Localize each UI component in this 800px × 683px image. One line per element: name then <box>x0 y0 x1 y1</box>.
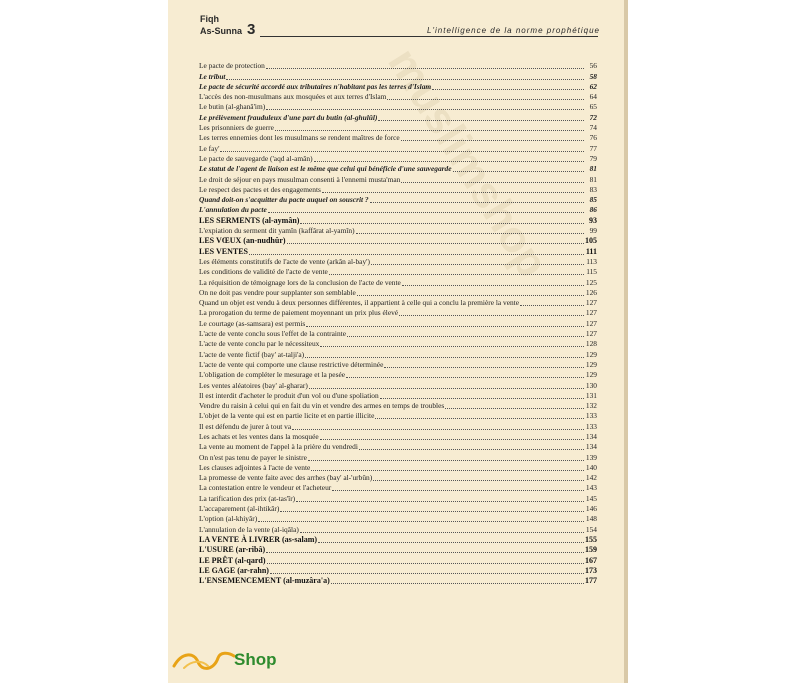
watermark: muslimshop <box>378 40 558 286</box>
toc-entry-page: 105 <box>585 236 597 246</box>
dot-leader <box>306 325 584 327</box>
dot-leader <box>226 78 584 80</box>
toc-entry-page: 74 <box>589 123 597 133</box>
toc-entry-page: 159 <box>585 545 597 555</box>
toc-entry <box>199 164 597 174</box>
toc-entry-title: La réquisition de témoignage lors de la conclusion de l'acte de vente <box>199 277 401 287</box>
toc-entry-title: LE GAGE (ar-rahn) <box>199 565 269 575</box>
volume-number: 3 <box>247 21 256 38</box>
toc-entry-page: 148 <box>585 514 597 524</box>
toc-entry-title: Le courtage (as-samsara) est permis <box>199 318 306 328</box>
toc-entry-title: Le statut de l'agent de liaison est le même que celui qui bénéficie d'une sauvegarde <box>199 164 452 174</box>
dot-leader <box>387 98 584 100</box>
toc-entry-page: 81 <box>589 164 597 174</box>
toc-entry-page: 58 <box>589 71 597 81</box>
toc-entry <box>199 504 597 514</box>
toc-entry-page: 131 <box>585 390 597 400</box>
toc-entry <box>199 370 597 380</box>
toc-entry-page: 128 <box>585 339 597 349</box>
toc-entry-page: 85 <box>589 195 597 205</box>
toc-entry-title: Quand un objet est vendu à deux personnes différentes, il appartient à celle qui a conclu la première la vente <box>199 298 520 308</box>
toc-entry-page: 126 <box>585 287 597 297</box>
toc-entry <box>199 391 597 401</box>
dot-leader <box>332 489 584 491</box>
toc-entry <box>199 514 597 524</box>
dot-leader <box>445 407 584 409</box>
toc-entry <box>199 205 597 215</box>
toc-entry-title: LES SERMENTS (al-aymân) <box>199 215 300 225</box>
toc-entry-page: 129 <box>585 349 597 359</box>
toc-entry-page: 139 <box>585 452 597 462</box>
page-edge-shadow <box>624 0 628 683</box>
toc-entry-page: 167 <box>585 555 597 565</box>
dot-leader <box>399 314 584 316</box>
dot-leader <box>287 242 584 244</box>
toc-entry-page: 83 <box>589 184 597 194</box>
dot-leader <box>258 520 584 522</box>
toc-entry-page: 129 <box>585 370 597 380</box>
toc-entry-title: Le fay' <box>199 143 220 153</box>
toc-entry-page: 173 <box>585 565 597 575</box>
dot-leader <box>320 438 584 440</box>
toc-entry-title: Les éléments constitutifs de l'acte de vente (arkân al-bay') <box>199 256 370 266</box>
toc-entry-title: La promesse de vente faite avec des arrhes (bay' al-'urbûn) <box>199 473 373 483</box>
toc-entry-page: 72 <box>589 112 597 122</box>
dot-leader <box>300 222 584 224</box>
dot-leader <box>309 387 584 389</box>
toc-entry-page: 64 <box>589 92 597 102</box>
toc-entry <box>199 246 597 256</box>
toc-entry <box>199 473 597 483</box>
toc-entry-title: Les terres ennemies dont les musulmans se rendent maîtres de force <box>199 133 400 143</box>
dot-leader <box>308 459 584 461</box>
toc-entry <box>199 411 597 421</box>
book-title: L'intelligence de la norme prophétique <box>427 26 600 35</box>
dot-leader <box>300 531 584 533</box>
toc-entry-page: 132 <box>585 401 597 411</box>
toc-entry <box>199 452 597 462</box>
toc-entry-page: 79 <box>589 153 597 163</box>
toc-entry-title: LA VENTE À LIVRER (as-salam) <box>199 534 318 544</box>
toc-entry-page: 146 <box>585 504 597 514</box>
dot-leader <box>314 160 584 162</box>
toc-entry <box>199 143 597 153</box>
toc-entry-title: La vente au moment de l'appel à la prière du vendredi <box>199 442 358 452</box>
dot-leader <box>266 108 584 110</box>
toc-entry-page: 111 <box>585 246 597 256</box>
toc-entry-title: L'USURE (ar-ribâ) <box>199 545 266 555</box>
dot-leader <box>375 417 584 419</box>
toc-entry <box>199 545 597 555</box>
toc-entry-page: 81 <box>589 174 597 184</box>
toc-entry-title: L'acte de vente qui comporte une clause restrictive déterminée <box>199 359 384 369</box>
dot-leader <box>267 562 584 564</box>
dot-leader <box>318 541 584 543</box>
series-label: Fiqh <box>200 14 219 24</box>
toc-entry <box>199 535 597 545</box>
toc-entry-page: 56 <box>589 61 597 71</box>
shop-logo[interactable] <box>172 644 292 676</box>
toc-entry-page: 129 <box>585 359 597 369</box>
toc-entry-page: 127 <box>585 308 597 318</box>
toc-entry-title: L'annulation de la vente (al-iqâla) <box>199 524 299 534</box>
toc-entry-page: 125 <box>585 277 597 287</box>
toc-entry-page: 99 <box>589 226 597 236</box>
toc-entry-title: On ne doit pas vendre pour supplanter son semblable <box>199 287 356 297</box>
toc-entry <box>199 288 597 298</box>
toc-entry-title: Le butin (al-ghanâ'im) <box>199 102 266 112</box>
toc-entry <box>199 236 597 246</box>
toc-entry-page: 86 <box>589 205 597 215</box>
toc-entry-title: Les clauses adjointes à l'acte de vente <box>199 462 311 472</box>
toc-entry-title: L'acte de vente conclu sous l'effet de la contrainte <box>199 329 346 339</box>
toc-entry-title: La tarification des prix (at-tas'îr) <box>199 493 296 503</box>
toc-entry <box>199 566 597 576</box>
toc-entry-page: 77 <box>589 143 597 153</box>
toc-entry <box>199 308 597 318</box>
swirl-logo-icon <box>172 648 236 674</box>
toc-entry-title: L'expiation du serment dit yamîn (kaffârat al-yamîn) <box>199 226 355 236</box>
toc-entry-page: 155 <box>585 534 597 544</box>
toc-entry-page: 113 <box>586 256 597 266</box>
toc-entry-title: L'annulation du pacte <box>199 205 267 215</box>
toc-entry-page: 140 <box>585 462 597 472</box>
toc-entry <box>199 112 597 122</box>
dot-leader <box>296 500 584 502</box>
toc-entry-page: 62 <box>589 81 597 91</box>
toc-entry <box>199 349 597 359</box>
toc-entry-title: Les achats et les ventes dans la mosquée <box>199 431 319 441</box>
toc-entry-title: Quand doit-on s'acquitter du pacte auquel on souscrit ? <box>199 195 369 205</box>
logo-text: Shop <box>234 650 277 669</box>
toc-entry-page: 145 <box>585 493 597 503</box>
toc-entry <box>199 123 597 133</box>
toc-entry <box>199 267 597 277</box>
toc-entry <box>199 92 597 102</box>
toc-entry <box>199 257 597 267</box>
dot-leader <box>371 263 584 265</box>
toc-entry-title: Vendre du raisin à celui qui en fait du vin et vendre des armes en temps de troubles <box>199 401 445 411</box>
toc-entry-title: LES VENTES <box>199 246 248 256</box>
toc-entry-title: L'acte de vente conclu par le nécessiteux <box>199 339 320 349</box>
toc-entry-title: L'accès des non-musulmans aux mosquées et aux terres d'Islam <box>199 92 387 102</box>
toc-entry <box>199 421 597 431</box>
dot-leader <box>266 67 584 69</box>
dot-leader <box>520 304 584 306</box>
toc-entry <box>199 277 597 287</box>
toc-entry-title: L'acte de vente fictif (bay' at-talji'a) <box>199 349 305 359</box>
toc-entry-page: 93 <box>589 215 597 225</box>
toc-entry <box>199 174 597 184</box>
toc-entry <box>199 463 597 473</box>
toc-entry-page: 130 <box>585 380 597 390</box>
dot-leader <box>320 345 584 347</box>
toc-entry <box>199 133 597 143</box>
dot-leader <box>280 510 584 512</box>
dot-leader <box>347 335 584 337</box>
toc-entry <box>199 401 597 411</box>
toc-entry <box>199 61 597 71</box>
dot-leader <box>275 129 584 131</box>
toc-entry-title: Le droit de séjour en pays musulman consenti à l'ennemi musta'man <box>199 174 401 184</box>
toc-entry <box>199 215 597 225</box>
toc-entry <box>199 154 597 164</box>
dot-leader <box>401 181 584 183</box>
toc-entry-page: 133 <box>585 411 597 421</box>
toc-entry <box>199 82 597 92</box>
toc-entry-title: Il est défendu de jurer à tout va <box>199 421 292 431</box>
dot-leader <box>331 582 584 584</box>
toc-entry-title: Les prisonniers de guerre <box>199 123 274 133</box>
toc-entry-title: L'accaparement (al-ihtikâr) <box>199 504 280 514</box>
toc-entry-title: Il est interdit d'acheter le produit d'un vol ou d'une spoliation <box>199 390 379 400</box>
subseries-label: As-Sunna <box>200 26 243 36</box>
toc-entry <box>199 298 597 308</box>
toc-entry <box>199 71 597 81</box>
dot-leader <box>356 232 584 234</box>
dot-leader <box>401 139 584 141</box>
toc-entry-title: L'option (al-khiyâr) <box>199 514 258 524</box>
toc-entry <box>199 185 597 195</box>
table-of-contents <box>199 61 597 586</box>
dot-leader <box>432 88 584 90</box>
toc-entry <box>199 360 597 370</box>
toc-entry-title: Le pacte de sécurité accordé aux tributaires n'habitant pas les terres d'Islam <box>199 81 432 91</box>
toc-entry-title: On n'est pas tenu de payer le sinistre <box>199 452 307 462</box>
dot-leader <box>249 253 584 255</box>
dot-leader <box>220 150 584 152</box>
dot-leader <box>329 273 584 275</box>
dot-leader <box>268 211 584 213</box>
dot-leader <box>453 170 585 172</box>
dot-leader <box>346 376 584 378</box>
toc-entry-page: 143 <box>585 483 597 493</box>
toc-entry-page: 127 <box>585 318 597 328</box>
dot-leader <box>380 397 584 399</box>
toc-entry-title: L'objet de la vente qui est en partie licite et en partie illicite <box>199 411 375 421</box>
toc-entry-page: 65 <box>589 102 597 112</box>
toc-entry-title: L'obligation de compléter le mesurage et la pesée <box>199 370 346 380</box>
toc-entry-title: Les ventes aléatoires (bay' al-gharar) <box>199 380 308 390</box>
dot-leader <box>357 294 584 296</box>
dot-leader <box>266 551 584 553</box>
toc-entry-title: Le prélèvement frauduleux d'une part du butin (al-ghulûl) <box>199 112 378 122</box>
dot-leader <box>359 448 584 450</box>
toc-entry <box>199 329 597 339</box>
toc-entry <box>199 195 597 205</box>
toc-entry-title: LES VŒUX (an-nudhûr) <box>199 236 286 246</box>
toc-entry <box>199 555 597 565</box>
toc-entry <box>199 226 597 236</box>
dot-leader <box>270 572 584 574</box>
toc-entry-title: Les conditions de validité de l'acte de vente <box>199 267 328 277</box>
dot-leader <box>322 191 584 193</box>
toc-entry-title: Le respect des pactes et des engagements <box>199 184 321 194</box>
toc-entry-page: 133 <box>585 421 597 431</box>
toc-entry-page: 154 <box>585 524 597 534</box>
toc-entry <box>199 380 597 390</box>
dot-leader <box>402 284 584 286</box>
toc-entry-title: La prorogation du terme de paiement moyennant un prix plus élevé <box>199 308 399 318</box>
dot-leader <box>305 356 584 358</box>
toc-entry <box>199 524 597 534</box>
header-rule <box>260 36 598 37</box>
toc-entry <box>199 432 597 442</box>
toc-entry <box>199 318 597 328</box>
toc-entry <box>199 442 597 452</box>
toc-entry-title: Le tribut <box>199 71 226 81</box>
dot-leader <box>373 479 584 481</box>
toc-entry-title: L'ENSEMENCEMENT (al-muzâra'a) <box>199 576 330 586</box>
dot-leader <box>292 428 584 430</box>
toc-entry-title: Le pacte de sauvegarde ('aqd al-amân) <box>199 153 313 163</box>
toc-entry <box>199 102 597 112</box>
toc-entry-page: 127 <box>585 329 597 339</box>
dot-leader <box>370 201 584 203</box>
toc-entry-page: 127 <box>585 298 597 308</box>
dot-leader <box>378 119 584 121</box>
toc-entry <box>199 493 597 503</box>
toc-entry-title: La contestation entre le vendeur et l'acheteur <box>199 483 332 493</box>
dot-leader <box>311 469 584 471</box>
toc-entry-title: Le pacte de protection <box>199 61 265 71</box>
toc-entry-title: LE PRÊT (al-qard) <box>199 555 266 565</box>
dot-leader <box>384 366 584 368</box>
toc-entry-page: 115 <box>586 267 597 277</box>
toc-entry-page: 134 <box>585 431 597 441</box>
toc-entry-page: 142 <box>585 473 597 483</box>
toc-entry-page: 76 <box>589 133 597 143</box>
toc-entry-page: 134 <box>585 442 597 452</box>
toc-entry <box>199 576 597 586</box>
toc-entry <box>199 339 597 349</box>
toc-entry-page: 177 <box>585 576 597 586</box>
toc-entry <box>199 483 597 493</box>
page-header <box>200 14 600 44</box>
